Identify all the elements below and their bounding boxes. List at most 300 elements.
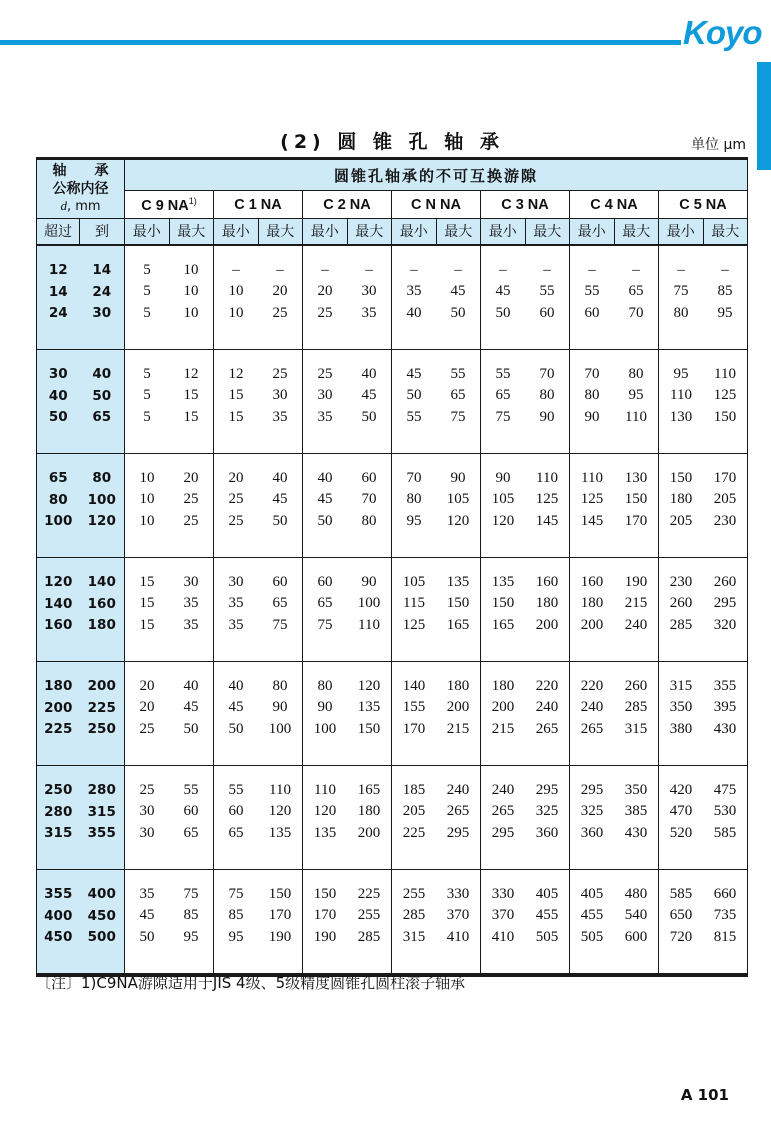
value-cell: 60 [214, 799, 259, 825]
value-cell: 85 [214, 903, 259, 929]
bore-over-cell: 14 [37, 279, 80, 305]
bore-over-cell: 280 [37, 799, 80, 825]
value-cell: – [303, 245, 348, 279]
value-cell: 45 [392, 349, 437, 383]
table-row [37, 383, 748, 409]
value-cell: 35 [139, 885, 155, 902]
value-cell: 215 [624, 595, 648, 611]
value-cell: 520 [659, 825, 704, 870]
value-cell: – [570, 245, 615, 279]
value-cell: 75 [436, 409, 481, 454]
bore-to-cell: 30 [80, 305, 125, 350]
value-cell: 10 [139, 469, 155, 486]
value-cell: 35 [169, 617, 214, 662]
bore-to-cell: 65 [80, 409, 125, 454]
max-header-cell: 最大 [525, 219, 570, 245]
value-cell: 540 [624, 907, 648, 923]
value-cell: 90 [525, 409, 570, 454]
table-row [37, 591, 748, 617]
value-cell: 170 [614, 513, 659, 558]
value-cell: 585 [703, 825, 748, 870]
page-number: A 101 [680, 1086, 729, 1104]
value-cell: 65 [214, 825, 259, 870]
value-cell: 735 [713, 907, 737, 923]
class-header-cell: C 2 NA [303, 191, 392, 219]
value-cell: 115 [392, 591, 437, 617]
value-cell: 10 [169, 305, 214, 350]
value-cell: 720 [659, 929, 704, 975]
bore-over-cell: 50 [37, 409, 80, 454]
value-cell: 315 [392, 929, 437, 975]
value-cell: 75 [214, 869, 259, 903]
value-cell: 15 [139, 595, 155, 611]
value-cell: 55 [450, 365, 466, 382]
bore-over-cell: 80 [37, 487, 80, 513]
value-cell: – [365, 261, 373, 278]
table-row [37, 869, 748, 903]
value-cell: 40 [214, 661, 259, 695]
class-header-row [37, 191, 748, 219]
value-cell: 205 [392, 799, 437, 825]
over-header-cell: 超过 [37, 219, 80, 245]
value-cell: 12 [214, 349, 259, 383]
value-cell: 75 [303, 617, 348, 662]
bore-over-cell: 450 [37, 929, 80, 975]
value-cell: 55 [183, 781, 199, 798]
value-cell: 90 [361, 573, 377, 590]
value-cell: 455 [570, 903, 615, 929]
value-cell: 70 [614, 305, 659, 350]
value-cell: 370 [481, 903, 526, 929]
value-cell: 225 [357, 885, 381, 902]
value-cell: 80 [539, 387, 555, 403]
table-row [37, 661, 748, 695]
bore-diameter-header-cell [37, 159, 125, 219]
value-cell: 240 [446, 781, 470, 798]
value-cell: 360 [570, 825, 615, 870]
value-cell: 105 [392, 557, 437, 591]
value-cell: 35 [392, 279, 437, 305]
minmax-header-row [37, 219, 748, 245]
value-cell: 60 [303, 557, 348, 591]
bore-header-dim [37, 198, 124, 215]
value-cell: 30 [214, 557, 259, 591]
value-cell: 40 [272, 469, 288, 486]
value-cell: 150 [703, 409, 748, 454]
table-row [37, 409, 748, 454]
value-cell: 110 [347, 617, 392, 662]
dim-unit: , mm [66, 199, 101, 215]
value-cell: 205 [713, 491, 737, 507]
value-cell: 10 [183, 283, 199, 299]
table-row [37, 487, 748, 513]
value-cell: 360 [525, 825, 570, 870]
bore-to-cell: 100 [80, 487, 125, 513]
value-cell: 25 [214, 513, 259, 558]
value-cell: 200 [481, 695, 526, 721]
value-cell: 45 [481, 279, 526, 305]
value-cell: 265 [481, 799, 526, 825]
value-cell: 75 [258, 617, 303, 662]
value-cell: 125 [392, 617, 437, 662]
class-header-cell: C 5 NA [659, 191, 748, 219]
value-cell: 120 [303, 799, 348, 825]
value-cell: 70 [539, 365, 555, 382]
value-cell: 325 [535, 803, 559, 819]
value-cell: – [481, 245, 526, 279]
value-cell: 150 [303, 869, 348, 903]
value-cell: 285 [357, 928, 381, 945]
table-row [37, 825, 748, 870]
value-cell: 585 [659, 869, 704, 903]
value-cell: 30 [272, 387, 288, 403]
value-cell: 5 [125, 409, 170, 454]
value-cell: 200 [347, 825, 392, 870]
value-cell: 330 [446, 885, 470, 902]
value-cell: 315 [659, 661, 704, 695]
value-cell: 70 [570, 349, 615, 383]
value-cell: 180 [659, 487, 704, 513]
value-cell: 215 [481, 721, 526, 766]
value-cell: 45 [272, 491, 288, 507]
value-cell: 180 [570, 591, 615, 617]
value-cell: 35 [183, 595, 199, 611]
value-cell: 10 [214, 279, 259, 305]
value-cell: 25 [214, 487, 259, 513]
value-cell: 15 [214, 409, 259, 454]
value-cell: 20 [139, 677, 155, 694]
value-cell: 530 [713, 803, 737, 819]
value-cell: 190 [303, 929, 348, 975]
footnote: 〔注〕1)C9NA游隙适用于JIS 4级、5级精度圆锥孔圆柱滚子轴承 [36, 974, 466, 992]
value-cell: 160 [535, 573, 559, 590]
value-cell: 65 [450, 387, 466, 403]
value-cell: 325 [570, 799, 615, 825]
value-cell: – [214, 245, 259, 279]
value-cell: 100 [357, 595, 381, 611]
value-cell: 50 [258, 513, 303, 558]
value-cell: 180 [357, 803, 381, 819]
value-cell: 85 [717, 283, 733, 299]
value-cell: 260 [713, 573, 737, 590]
value-cell: – [392, 245, 437, 279]
clearance-table-wrap [36, 157, 748, 977]
value-cell: 430 [614, 825, 659, 870]
bore-to-cell: 400 [80, 869, 125, 903]
value-cell: 75 [659, 279, 704, 305]
bore-over-cell: 100 [37, 513, 80, 558]
value-cell: 25 [303, 305, 348, 350]
value-cell: 125 [535, 491, 559, 507]
value-cell: – [721, 261, 729, 278]
value-cell: 505 [535, 928, 559, 945]
value-cell: 410 [446, 928, 470, 945]
table-row [37, 349, 748, 383]
unit-label: 单位 μm [691, 137, 746, 153]
value-cell: 225 [392, 825, 437, 870]
bore-to-cell: 80 [80, 453, 125, 487]
value-cell: 255 [392, 869, 437, 903]
value-cell: 135 [303, 825, 348, 870]
value-cell: 650 [659, 903, 704, 929]
bore-over-cell: 12 [37, 245, 80, 279]
value-cell: 265 [446, 803, 470, 819]
bore-to-cell: 140 [80, 557, 125, 591]
value-cell: 110 [570, 453, 615, 487]
value-cell: 5 [143, 365, 151, 382]
value-cell: 160 [570, 557, 615, 591]
max-header-cell: 最大 [703, 219, 748, 245]
value-cell: 265 [570, 721, 615, 766]
value-cell: 385 [624, 803, 648, 819]
min-header-cell: 最小 [392, 219, 437, 245]
value-cell: 100 [303, 721, 348, 766]
value-cell: 600 [624, 928, 648, 945]
bore-header-line1: 轴 承 [52, 163, 109, 180]
value-cell: 150 [659, 453, 704, 487]
value-cell: 75 [183, 885, 199, 902]
bore-to-cell: 50 [80, 383, 125, 409]
value-cell: – [454, 261, 462, 278]
value-cell: 55 [214, 765, 259, 799]
value-cell: 80 [628, 365, 644, 382]
value-cell: 285 [624, 699, 648, 715]
value-cell: 90 [303, 695, 348, 721]
value-cell: 295 [535, 781, 559, 798]
value-cell: 40 [303, 453, 348, 487]
bore-over-cell: 30 [37, 349, 80, 383]
value-cell: 20 [214, 453, 259, 487]
value-cell: 35 [347, 305, 392, 350]
value-cell: 65 [481, 383, 526, 409]
value-cell: 120 [436, 513, 481, 558]
value-cell: 20 [139, 699, 155, 715]
title-row [36, 126, 748, 156]
class-header-cell: C N NA [392, 191, 481, 219]
value-cell: 120 [481, 513, 526, 558]
value-cell: 260 [659, 591, 704, 617]
value-cell: 315 [614, 721, 659, 766]
value-cell: 60 [570, 305, 615, 350]
value-cell: 130 [659, 409, 704, 454]
value-cell: 205 [659, 513, 704, 558]
bore-to-cell: 200 [80, 661, 125, 695]
max-header-cell: 最大 [436, 219, 481, 245]
value-cell: 110 [303, 765, 348, 799]
value-cell: 40 [183, 677, 199, 694]
value-cell: 85 [183, 907, 199, 923]
value-cell: 150 [347, 721, 392, 766]
value-cell: 135 [481, 557, 526, 591]
clearance-table [36, 157, 748, 977]
bore-to-cell: 180 [80, 617, 125, 662]
bore-over-cell: 225 [37, 721, 80, 766]
min-header-cell: 最小 [659, 219, 704, 245]
value-cell: 5 [143, 283, 151, 299]
value-cell: 55 [570, 279, 615, 305]
value-cell: 355 [713, 677, 737, 694]
table-row [37, 305, 748, 350]
value-cell: 430 [703, 721, 748, 766]
value-cell: 475 [713, 781, 737, 798]
value-cell: 10 [183, 261, 199, 278]
bore-to-cell: 450 [80, 903, 125, 929]
value-cell: 90 [481, 453, 526, 487]
bore-over-cell: 355 [37, 869, 80, 903]
value-cell: 80 [659, 305, 704, 350]
value-cell: 120 [357, 677, 381, 694]
value-cell: 30 [303, 383, 348, 409]
bore-to-cell: 225 [80, 695, 125, 721]
value-cell: 120 [268, 803, 292, 819]
value-cell: 15 [139, 573, 155, 590]
value-cell: 135 [258, 825, 303, 870]
class-header-cell: C 3 NA [481, 191, 570, 219]
value-cell: 90 [570, 409, 615, 454]
value-cell: 135 [446, 573, 470, 590]
value-cell: 350 [659, 695, 704, 721]
value-cell: 80 [272, 677, 288, 694]
value-cell: 35 [214, 591, 259, 617]
value-cell: 80 [347, 513, 392, 558]
value-cell: 220 [535, 677, 559, 694]
value-cell: 240 [481, 765, 526, 799]
value-cell: 100 [258, 721, 303, 766]
value-cell: 145 [570, 513, 615, 558]
value-cell: 25 [169, 513, 214, 558]
table-row [37, 453, 748, 487]
bore-over-cell: 24 [37, 305, 80, 350]
value-cell: 45 [214, 695, 259, 721]
value-cell: 70 [361, 491, 377, 507]
min-header-cell: 最小 [303, 219, 348, 245]
min-header-cell: 最小 [570, 219, 615, 245]
value-cell: 95 [703, 305, 748, 350]
value-cell: 12 [183, 365, 199, 382]
value-cell: 110 [614, 409, 659, 454]
value-cell: 60 [361, 469, 377, 486]
bore-over-cell: 140 [37, 591, 80, 617]
value-cell: 25 [258, 305, 303, 350]
value-cell: 25 [272, 365, 288, 382]
value-cell: 405 [535, 885, 559, 902]
bore-over-cell: 120 [37, 557, 80, 591]
bore-over-cell: 160 [37, 617, 80, 662]
value-cell: 480 [624, 885, 648, 902]
max-header-cell: 最大 [169, 219, 214, 245]
min-header-cell: 最小 [481, 219, 526, 245]
value-cell: 170 [268, 907, 292, 923]
value-cell: 30 [125, 825, 170, 870]
value-cell: 420 [659, 765, 704, 799]
bore-to-cell: 40 [80, 349, 125, 383]
value-cell: 295 [713, 595, 737, 611]
value-cell: 45 [183, 699, 199, 715]
value-cell: 150 [624, 491, 648, 507]
value-cell: 350 [624, 781, 648, 798]
value-cell: 285 [659, 617, 704, 662]
value-cell: 35 [214, 617, 259, 662]
value-cell: 65 [303, 591, 348, 617]
value-cell: 455 [535, 907, 559, 923]
value-cell: 285 [392, 903, 437, 929]
value-cell: 180 [535, 595, 559, 611]
bore-over-cell: 250 [37, 765, 80, 799]
value-cell: 95 [628, 387, 644, 403]
value-cell: 65 [169, 825, 214, 870]
value-cell: 20 [303, 279, 348, 305]
value-cell: 125 [570, 487, 615, 513]
value-cell: 10 [125, 513, 170, 558]
bore-over-cell: 180 [37, 661, 80, 695]
value-cell: 170 [392, 721, 437, 766]
dim-variable: d [60, 198, 67, 214]
value-cell: 185 [392, 765, 437, 799]
value-cell: 40 [392, 305, 437, 350]
value-cell: 80 [303, 661, 348, 695]
value-cell: 660 [713, 885, 737, 902]
value-cell: 15 [125, 617, 170, 662]
value-cell: 25 [183, 491, 199, 507]
value-cell: 215 [436, 721, 481, 766]
value-cell: 95 [659, 349, 704, 383]
value-cell: 110 [659, 383, 704, 409]
bore-header-line2: 公称内径 [52, 180, 109, 197]
value-cell: 110 [714, 365, 736, 382]
table-body [37, 245, 748, 975]
value-cell: 90 [272, 699, 288, 715]
value-cell: 230 [703, 513, 748, 558]
value-cell: 200 [446, 699, 470, 715]
value-cell: 50 [392, 383, 437, 409]
class-header-cell: C 1 NA [214, 191, 303, 219]
value-cell: 140 [392, 661, 437, 695]
value-cell: 145 [525, 513, 570, 558]
value-cell: 130 [624, 469, 648, 486]
value-cell: 295 [481, 825, 526, 870]
value-cell: 135 [357, 699, 381, 715]
value-cell: 265 [525, 721, 570, 766]
value-cell: 155 [392, 695, 437, 721]
table-row [37, 929, 748, 975]
value-cell: 180 [481, 661, 526, 695]
side-tab-bar [757, 62, 771, 170]
value-cell: 40 [361, 365, 377, 382]
value-cell: 165 [357, 781, 381, 798]
value-cell: 55 [392, 409, 437, 454]
value-cell: 255 [357, 907, 381, 923]
value-cell: 105 [481, 487, 526, 513]
value-cell: 110 [536, 469, 558, 486]
value-cell: 50 [214, 721, 259, 766]
value-cell: 45 [303, 487, 348, 513]
bore-to-cell: 14 [80, 245, 125, 279]
value-cell: 50 [139, 928, 155, 945]
value-cell: 395 [713, 699, 737, 715]
value-cell: 95 [183, 928, 199, 945]
top-rule [0, 40, 681, 45]
bore-to-cell: 24 [80, 279, 125, 305]
value-cell: 35 [258, 409, 303, 454]
value-cell: – [276, 261, 284, 278]
value-cell: 15 [214, 383, 259, 409]
bore-to-cell: 315 [80, 799, 125, 825]
value-cell: 45 [361, 387, 377, 403]
value-cell: 95 [214, 929, 259, 975]
footnote-ref: 1) [188, 195, 197, 206]
value-cell: 505 [570, 929, 615, 975]
bore-to-cell: 250 [80, 721, 125, 766]
